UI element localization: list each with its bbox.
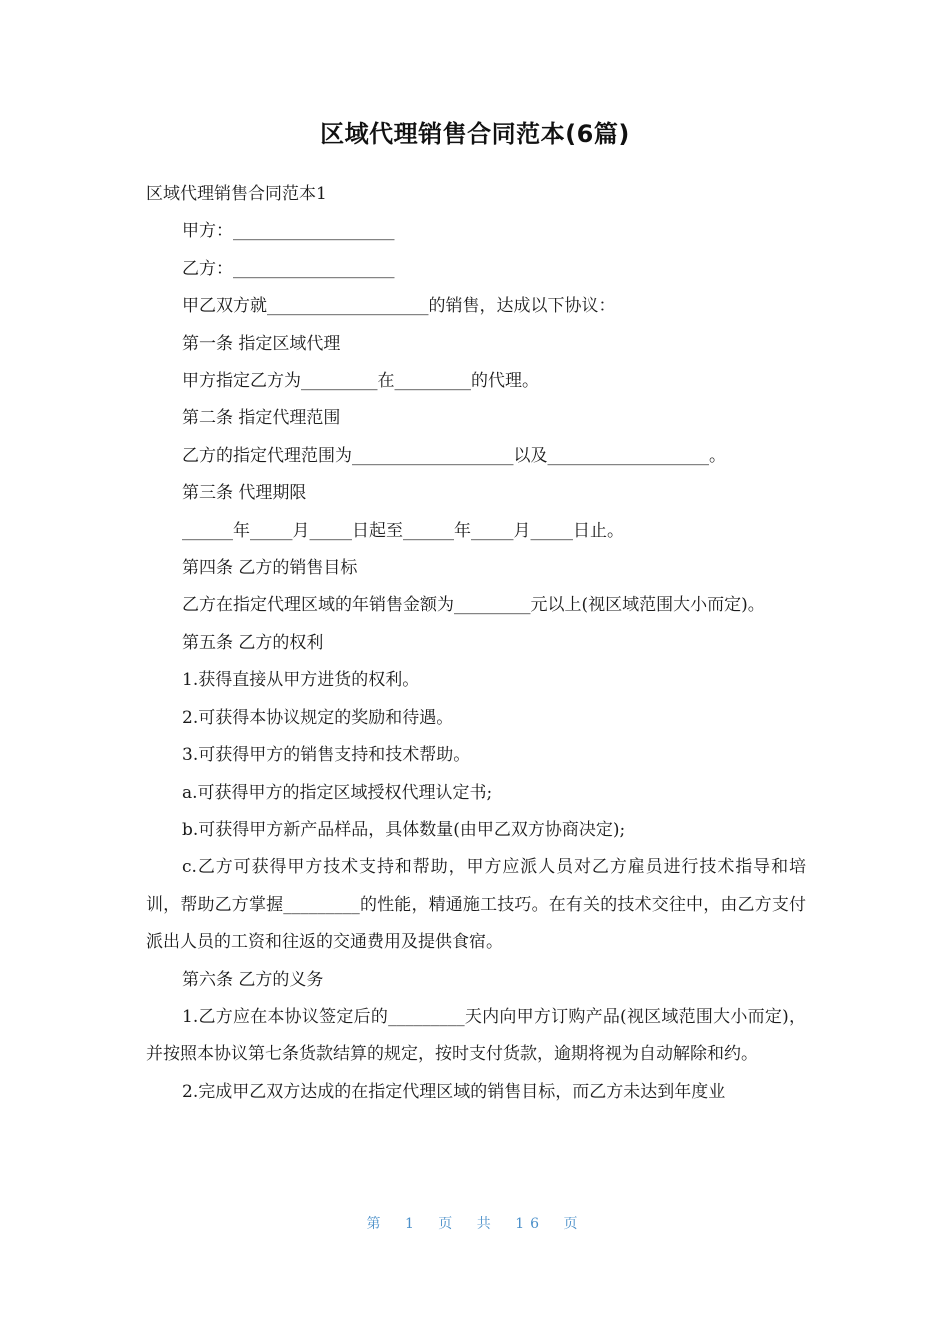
article-5-item-3b: b.可获得甲方新产品样品，具体数量(由甲乙双方协商决定); xyxy=(182,819,626,840)
article-3-heading: 第三条 代理期限 xyxy=(182,483,307,504)
article-2-heading: 第二条 指定代理范围 xyxy=(182,408,341,429)
article-5-heading: 第五条 乙方的权利 xyxy=(182,632,324,653)
document-title: 区域代理销售合同范本(6篇) xyxy=(320,120,630,148)
article-5-item-1: 1.获得直接从甲方进货的权利。 xyxy=(182,670,420,691)
article-5-item-2: 2.可获得本协议规定的奖励和待遇。 xyxy=(182,707,454,728)
document-body xyxy=(146,176,806,1111)
party-a-line: 甲方：___________________ xyxy=(182,221,395,242)
article-6-heading: 第六条 乙方的义务 xyxy=(182,969,324,990)
article-5-item-3a: a.可获得甲方的指定区域授权代理认定书; xyxy=(182,782,493,803)
agreement-intro: 甲乙双方就___________________的销售，达成以下协议： xyxy=(182,296,616,317)
article-5-item-3: 3.可获得甲方的销售支持和技术帮助。 xyxy=(182,745,471,766)
party-b-line: 乙方：___________________ xyxy=(182,258,395,279)
article-6-item-1: 1.乙方应在本协议签定后的_________天内向甲方订购产品(视区域范围大小而定)，并按照本协议第七条货款结算的规定，按时支付货款，逾期将视为自动解除和约。 xyxy=(146,1006,806,1065)
article-3-text: ______年_____月_____日起至______年_____月_____日止。 xyxy=(182,520,624,541)
article-5-item-3c: c.乙方可获得甲方技术支持和帮助，甲方应派人员对乙方雇员进行技术指导和培训，帮助乙方掌握_________的性能，精通施工技巧。在有关的技术交往中，由乙方支付派出人员的工资和往返的交通费用及提供食宿。 xyxy=(146,857,806,953)
article-4-text: 乙方在指定代理区域的年销售金额为_________元以上(视区域范围大小而定)。 xyxy=(182,595,765,616)
article-2-text: 乙方的指定代理范围为___________________以及___________________。 xyxy=(182,445,726,466)
page-footer: 第 1 页 共 16 页 xyxy=(366,1216,584,1232)
article-1-text: 甲方指定乙方为_________在_________的代理。 xyxy=(182,371,539,392)
section-heading: 区域代理销售合同范本1 xyxy=(146,184,327,204)
article-1-heading: 第一条 指定区域代理 xyxy=(182,333,341,354)
article-4-heading: 第四条 乙方的销售目标 xyxy=(182,558,358,579)
article-6-item-2: 2.完成甲乙双方达成的在指定代理区域的销售目标，而乙方未达到年度业 xyxy=(182,1081,726,1102)
